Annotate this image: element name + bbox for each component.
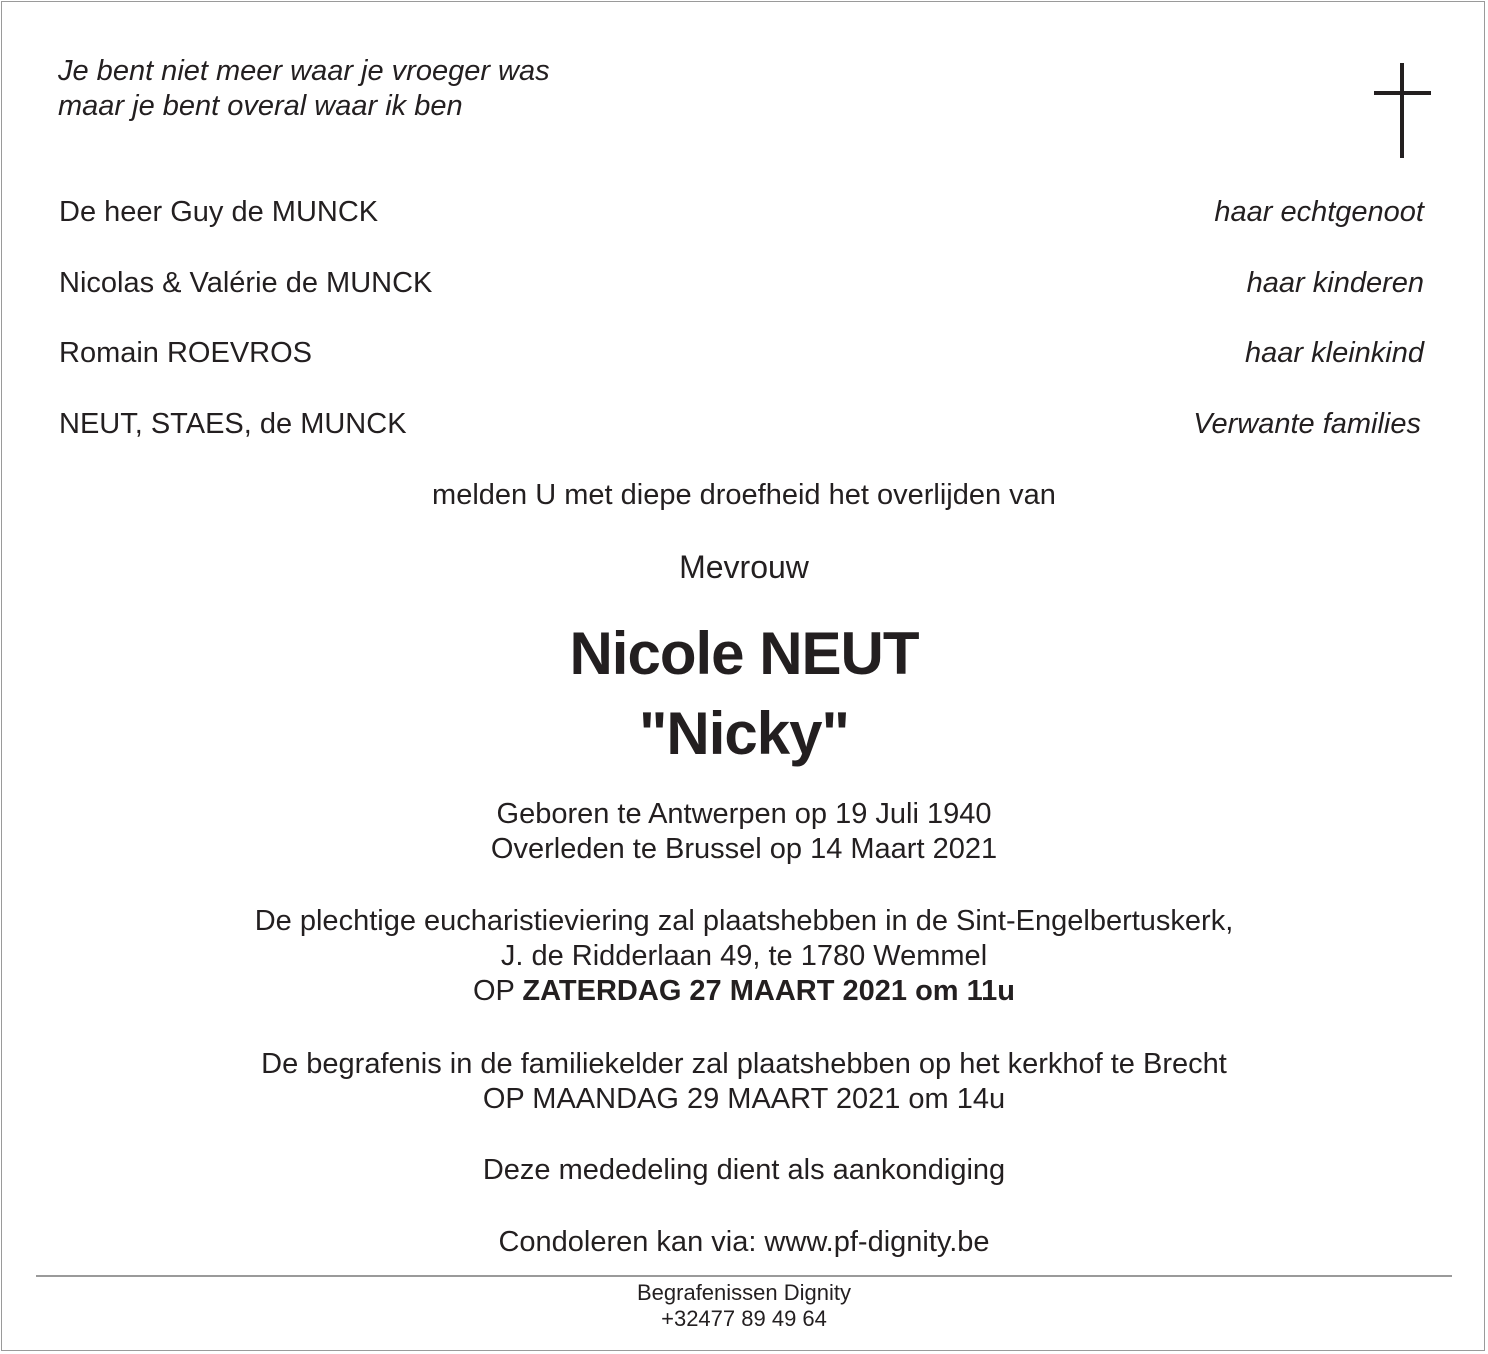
ceremony-line-2: J. de Ridderlaan 49, te 1780 Wemmel (500, 940, 988, 972)
notice-text: Deze mededeling dient als aankondiging (482, 1154, 1006, 1186)
honorific (0, 550, 1488, 585)
burial-details (0, 1047, 1488, 1117)
family-member-name: Nicolas & Valérie de MUNCK (59, 267, 433, 299)
family-relation: haar kleinkind (1245, 337, 1424, 369)
footer (0, 1280, 1488, 1332)
deceased-name-block (0, 614, 1488, 774)
family-relation: haar echtgenoot (1214, 196, 1424, 228)
family-row (59, 192, 1424, 232)
funeral-company: Begrafenissen Dignity (636, 1280, 851, 1305)
family-relation: Verwante families (1193, 408, 1421, 440)
burial-line-1: De begrafenis in de familiekelder zal plaatshebben op het kerkhof te Brecht (261, 1048, 1227, 1080)
ceremony-date: ZATERDAG 27 MAART 2021 om 11u (522, 975, 1015, 1007)
birth-line: Geboren te Antwerpen op 19 Juli 1940 (496, 798, 992, 830)
family-row (59, 333, 1424, 373)
family-row (59, 263, 1424, 303)
ceremony-date-prefix: OP (472, 975, 523, 1007)
ceremony-date-line (0, 974, 1488, 1009)
deceased-nickname: "Nicky" (638, 700, 849, 767)
life-dates (0, 797, 1488, 867)
poem-line-2: maar je bent overal waar ik ben (58, 90, 463, 122)
family-member-name: NEUT, STAES, de MUNCK (59, 408, 407, 440)
deceased-name: Nicole NEUT (569, 620, 919, 687)
burial-line-2: OP MAANDAG 29 MAART 2021 om 14u (482, 1083, 1006, 1115)
honorific-text: Mevrouw (679, 549, 809, 585)
family-relation: haar kinderen (1246, 267, 1424, 299)
cross-horizontal-bar (1374, 91, 1431, 95)
family-row (59, 404, 1424, 444)
latin-cross-icon (1374, 63, 1431, 158)
condolence (0, 1225, 1488, 1260)
funeral-phone: +32477 89 49 64 (661, 1306, 827, 1331)
ceremony-line-1: De plechtige eucharistieviering zal plaatshebben in de Sint-Engelbertuskerk, (254, 905, 1234, 937)
ceremony-details (0, 904, 1488, 1009)
announcement-line (0, 478, 1488, 513)
poem-line-1: Je bent niet meer waar je vroeger was (58, 55, 550, 87)
family-member-name: De heer Guy de MUNCK (59, 196, 379, 228)
notice (0, 1153, 1488, 1188)
death-line: Overleden te Brussel op 14 Maart 2021 (490, 833, 998, 865)
family-member-name: Romain ROEVROS (59, 337, 313, 369)
cross-vertical-bar (1400, 63, 1404, 158)
footer-divider (36, 1275, 1452, 1277)
condolence-text: Condoleren kan via: www.pf-dignity.be (498, 1226, 990, 1258)
opening-poem (58, 54, 550, 124)
announcement-text: melden U met diepe droefheid het overlijden van (432, 479, 1056, 511)
